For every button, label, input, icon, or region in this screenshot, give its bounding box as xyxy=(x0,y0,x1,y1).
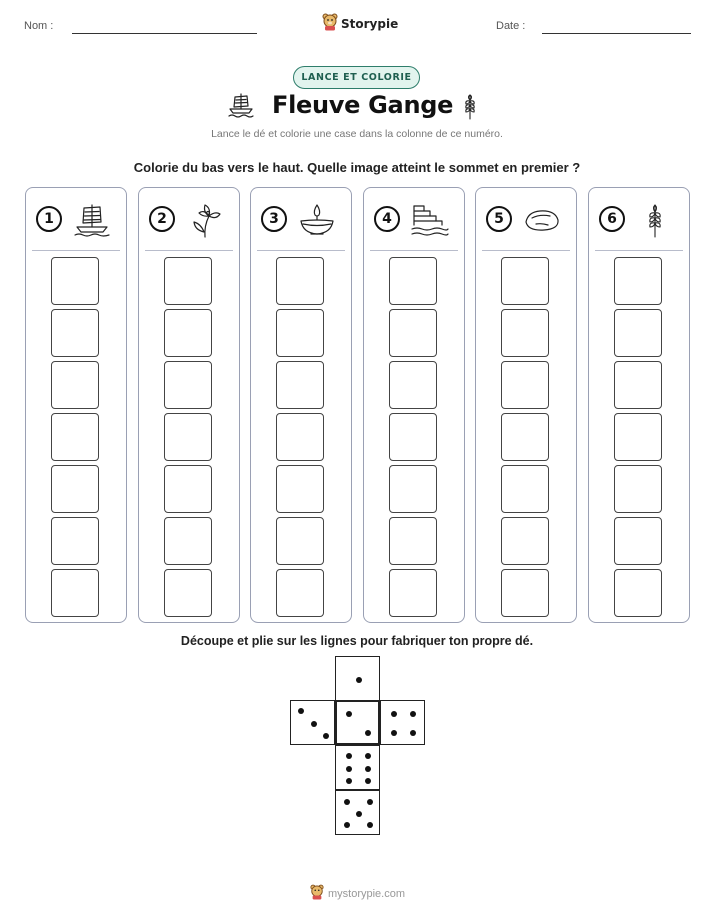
die-face-4 xyxy=(380,700,425,745)
die-pip xyxy=(365,753,371,759)
color-box[interactable] xyxy=(51,413,99,461)
color-box[interactable] xyxy=(276,517,324,565)
game-instruction: Colorie du bas vers le haut. Quelle image atteint le sommet en premier ? xyxy=(133,160,581,175)
die-pip xyxy=(391,730,397,736)
column-number: 6 xyxy=(599,206,625,232)
column-number: 2 xyxy=(149,206,175,232)
name-line xyxy=(72,33,257,34)
color-box[interactable] xyxy=(276,361,324,409)
die-face-1 xyxy=(335,656,380,701)
die-face-5 xyxy=(335,790,380,835)
die-pip xyxy=(367,799,373,805)
die-pip xyxy=(344,799,350,805)
color-box[interactable] xyxy=(164,257,212,305)
color-box[interactable] xyxy=(51,309,99,357)
name-label: Nom : xyxy=(24,20,54,32)
column-divider xyxy=(257,250,345,251)
color-box[interactable] xyxy=(164,569,212,617)
cut-instruction: Découpe et plie sur les lignes pour fabriquer ton propre dé. xyxy=(180,634,534,648)
die-pip xyxy=(356,677,362,683)
color-box[interactable] xyxy=(276,569,324,617)
brand-logo xyxy=(322,14,398,34)
footer xyxy=(310,884,405,904)
dice-column-6 xyxy=(588,187,690,623)
dice-column-3 xyxy=(250,187,352,623)
die-face-6 xyxy=(335,745,380,790)
dice-column-1 xyxy=(25,187,127,623)
column-divider xyxy=(595,250,683,251)
die-face-2 xyxy=(335,700,380,745)
color-box[interactable] xyxy=(51,517,99,565)
die-face-3 xyxy=(290,700,335,745)
color-box[interactable] xyxy=(276,413,324,461)
die-pip xyxy=(311,721,317,727)
date-line xyxy=(542,33,691,34)
column-header xyxy=(261,202,343,238)
color-box[interactable] xyxy=(51,361,99,409)
color-box[interactable] xyxy=(614,569,662,617)
color-box[interactable] xyxy=(389,309,437,357)
color-box[interactable] xyxy=(276,257,324,305)
flower-icon xyxy=(185,202,225,238)
footer-url: mystorypie.com xyxy=(328,888,406,900)
color-box[interactable] xyxy=(389,257,437,305)
color-box[interactable] xyxy=(501,361,549,409)
color-box[interactable] xyxy=(614,257,662,305)
column-divider xyxy=(32,250,120,251)
die-pip xyxy=(346,711,352,717)
column-number: 5 xyxy=(486,206,512,232)
color-box[interactable] xyxy=(614,413,662,461)
die-pip xyxy=(365,730,371,736)
color-box[interactable] xyxy=(164,517,212,565)
title-boat-icon xyxy=(227,92,255,123)
die-pip xyxy=(346,778,352,784)
boat-icon xyxy=(72,202,112,238)
color-box[interactable] xyxy=(501,309,549,357)
dice-column-4 xyxy=(363,187,465,623)
column-divider xyxy=(145,250,233,251)
river-steps-icon xyxy=(410,202,450,238)
die-pip xyxy=(391,711,397,717)
die-pip xyxy=(410,730,416,736)
color-box[interactable] xyxy=(614,517,662,565)
color-box[interactable] xyxy=(389,361,437,409)
color-box[interactable] xyxy=(164,361,212,409)
die-pip xyxy=(323,733,329,739)
dice-column-2 xyxy=(138,187,240,623)
color-box[interactable] xyxy=(501,517,549,565)
die-pip xyxy=(365,766,371,772)
color-box[interactable] xyxy=(614,309,662,357)
column-header xyxy=(149,202,231,238)
die-pip xyxy=(346,753,352,759)
page-title: Fleuve Gange xyxy=(272,91,454,119)
bear-mascot-icon xyxy=(322,13,338,36)
die-pip xyxy=(346,766,352,772)
color-box[interactable] xyxy=(614,361,662,409)
activity-badge: LANCE ET COLORIE xyxy=(293,66,420,89)
column-divider xyxy=(370,250,458,251)
color-box[interactable] xyxy=(276,465,324,513)
diya-lamp-icon xyxy=(297,202,337,238)
wheat-icon xyxy=(635,202,675,238)
column-header xyxy=(486,202,568,238)
bear-mascot-icon xyxy=(310,884,324,905)
dice-column-5 xyxy=(475,187,577,623)
color-box[interactable] xyxy=(51,465,99,513)
color-box[interactable] xyxy=(501,569,549,617)
color-box[interactable] xyxy=(276,309,324,357)
color-box[interactable] xyxy=(164,413,212,461)
title-wheat-icon xyxy=(462,92,478,125)
column-header xyxy=(374,202,456,238)
column-number: 3 xyxy=(261,206,287,232)
stone-icon xyxy=(522,202,562,238)
die-pip xyxy=(298,708,304,714)
page-subtitle: Lance le dé et colorie une case dans la colonne de ce numéro. xyxy=(211,128,503,140)
column-number: 4 xyxy=(374,206,400,232)
color-box[interactable] xyxy=(614,465,662,513)
color-box[interactable] xyxy=(389,517,437,565)
color-box[interactable] xyxy=(51,569,99,617)
column-divider xyxy=(482,250,570,251)
color-box[interactable] xyxy=(501,257,549,305)
column-header xyxy=(36,202,118,238)
column-header xyxy=(599,202,681,238)
color-box[interactable] xyxy=(389,413,437,461)
color-box[interactable] xyxy=(501,465,549,513)
die-pip xyxy=(410,711,416,717)
die-pip xyxy=(344,822,350,828)
column-number: 1 xyxy=(36,206,62,232)
brand-name: Storypie xyxy=(341,17,399,31)
color-box[interactable] xyxy=(164,465,212,513)
color-box[interactable] xyxy=(51,257,99,305)
die-pip xyxy=(365,778,371,784)
color-box[interactable] xyxy=(389,569,437,617)
color-box[interactable] xyxy=(389,465,437,513)
color-box[interactable] xyxy=(164,309,212,357)
die-pip xyxy=(367,822,373,828)
die-pip xyxy=(356,811,362,817)
color-box[interactable] xyxy=(501,413,549,461)
date-label: Date : xyxy=(496,20,526,32)
